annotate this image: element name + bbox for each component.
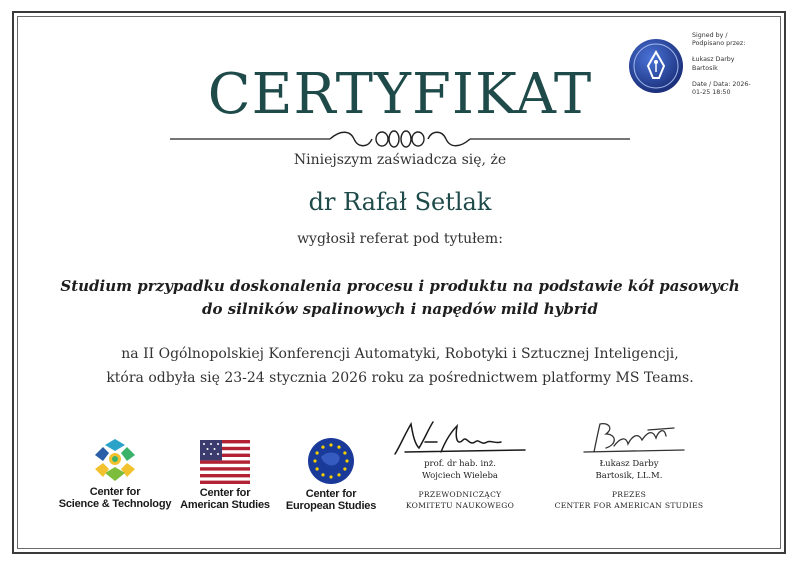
talk-title-line1: Studium przypadku doskonalenia procesu i produktu na podstawie kół pasowych — [60, 277, 740, 295]
signer-name-line2: Bartosik — [692, 64, 718, 72]
cas-label-line1: Center for — [199, 487, 251, 499]
signer1-role-line2: KOMITETU NAUKOWEGO — [405, 500, 515, 510]
signer1-title: prof. dr hab. inż. — [424, 459, 496, 469]
talk-title-line2: do silników spalinowych i napędów mild hybrid — [202, 300, 598, 318]
logo-european-studies — [278, 437, 384, 512]
podpisano-label: Podpisano przez: — [692, 40, 746, 48]
cst-label-line2: Science & Technology — [58, 497, 172, 510]
signer1-role-line1: PRZEWODNICZĄCY — [418, 490, 502, 499]
hexagon-flower-icon — [91, 437, 139, 483]
recipient-name: dr Rafał Setlak — [308, 188, 492, 216]
logo-american-studies — [172, 440, 278, 511]
ces-label-line1: Center for — [305, 488, 357, 500]
signature-date-line1: Date / Data: 2026- — [692, 80, 751, 88]
signature-date-line2: 01-25 18:50 — [692, 89, 731, 97]
signer-president — [544, 418, 714, 511]
cst-label-line1: Center for — [89, 486, 141, 498]
signer2-name-line1: Łukasz Darby — [599, 459, 659, 469]
conference-line1: na II Ogólnopolskiej Konferencji Automatyki, Robotyki i Sztucznej Inteligencji, — [121, 346, 679, 362]
signer-chairman — [382, 418, 538, 511]
eu-stars-globe-icon — [307, 437, 355, 485]
signer2-role-line1: PREZES — [611, 490, 647, 499]
signed-by-label: Signed by / — [692, 32, 728, 39]
signer2-role-line2: CENTER FOR AMERICAN STUDIES — [554, 500, 704, 510]
handwritten-signature-2 — [554, 418, 704, 458]
certificate-title: CERTYFIKAT — [207, 62, 593, 127]
intro-text: Niniejszym zaświadcza się, że — [293, 152, 507, 168]
ornamental-divider — [170, 128, 630, 150]
signer2-name-line2: Bartosik, LL.M. — [595, 471, 663, 481]
signer1-name: Wojciech Wieleba — [422, 471, 498, 481]
conference-line2: która odbyła się 23-24 stycznia 2026 roku za pośrednictwem platformy MS Teams. — [106, 370, 694, 386]
signer-name-line1: Łukasz Darby — [692, 56, 735, 64]
us-flag-icon — [200, 440, 250, 484]
cas-label-line2: American Studies — [180, 498, 270, 511]
ces-label-line2: European Studies — [285, 499, 377, 512]
logo-science-technology — [50, 437, 180, 510]
presentation-text: wygłosił referat pod tytułem: — [297, 231, 503, 247]
handwritten-signature-1 — [385, 418, 535, 458]
